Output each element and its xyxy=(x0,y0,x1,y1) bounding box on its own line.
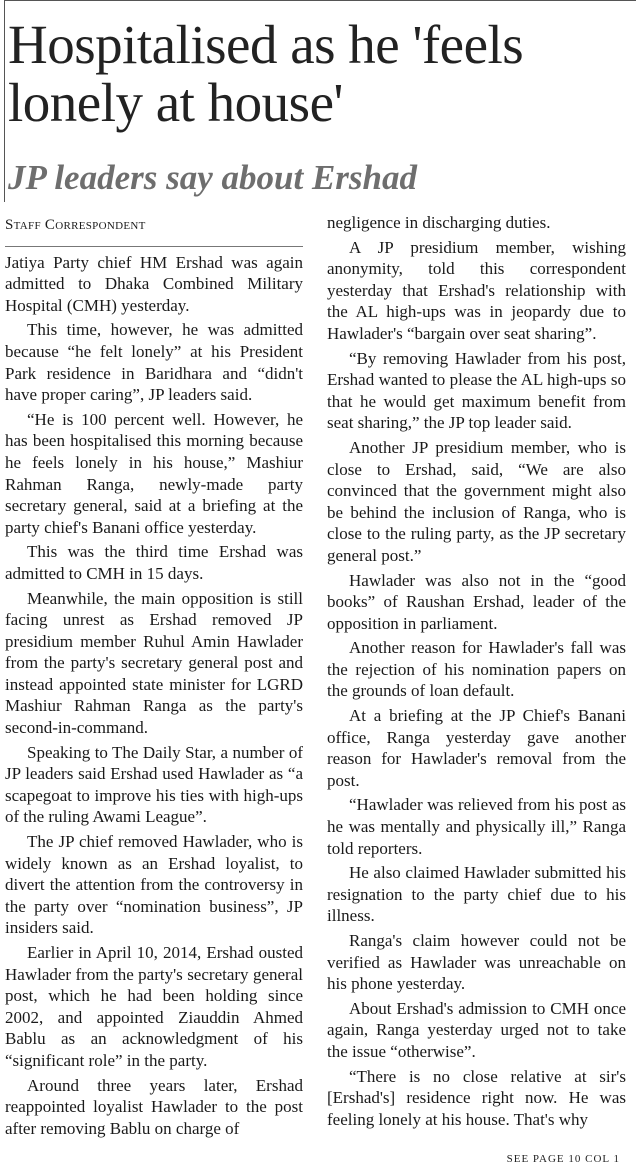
headline: Hospitalised as he 'feels lonely at house' xyxy=(8,14,524,133)
paragraph: “By removing Hawlader from his post, Ershad wanted to please the AL high-ups so that he would get maximum benefit from seat sharing,” the JP top leader said. xyxy=(327,348,626,433)
paragraph: “Hawlader was relieved from his post as he was mentally and physically ill,” Ranga told reporters. xyxy=(327,795,626,858)
article-column-left xyxy=(5,212,303,1165)
paragraph: “He is 100 percent well. However, he has been hospitalised this morning because he feels lonely in his house,” Mashiur Rahman Ranga, newly-made party secretary general, said at a briefing at the party chief's Banani office yesterday. xyxy=(5,409,303,537)
paragraph: Earlier in April 10, 2014, Ershad ousted Hawlader from the party's secretary general post, which he had been holding since 2002, and appointed Ziauddin Ahmed Bablu as an acknowledgment of his “significant role” in the party. xyxy=(5,943,303,1070)
paragraph: Meanwhile, the main opposition is still facing unrest as Ershad removed JP presidium member Ruhul Amin Hawlader from the party's secretary general post and instead appointed state minister for LGRD Mashiur Rahman Ranga as the party's second-in-command. xyxy=(5,588,303,738)
paragraph: Jatiya Party chief HM Ershad was again admitted to Dhaka Combined Military Hospital (CMH) yesterday. xyxy=(5,252,303,315)
paragraph: About Ershad's admission to CMH once again, Ranga yesterday urged not to take the issue “otherwise”. xyxy=(327,998,626,1061)
byline-text: Staff Correspondent xyxy=(5,217,146,233)
paragraph: Speaking to The Daily Star, a number of JP leaders said Ershad used Hawlader as “a scapegoat to improve his ties with high-ups of the ruling Awami League”. xyxy=(5,742,303,827)
paragraph: At a briefing at the JP Chief's Banani office, Ranga yesterday gave another reason for Hawlader's removal from the post. xyxy=(327,706,626,790)
paragraph: He also claimed Hawlader submitted his resignation to the party chief due to his illness. xyxy=(327,863,626,926)
top-rule xyxy=(4,0,636,1)
paragraph: “There is no close relative at sir's [Ershad's] residence right now. He was feeling lonely at his house. That's why xyxy=(327,1066,626,1129)
paragraph: Around three years later, Ershad reappointed loyalist Hawlader to the post after removing Bablu on charge of xyxy=(5,1075,303,1138)
left-rule xyxy=(4,0,5,202)
paragraph: Another JP presidium member, who is close to Ershad, said, “We are also convinced that the government might also be behind the inclusion of Ranga, who is close to the ruling party, as the JP secretary general post.” xyxy=(327,437,626,565)
article-column-right xyxy=(327,212,626,1165)
paragraph: The JP chief removed Hawlader, who is widely known as an Ershad loyalist, to divert the attention from the controversy in the party over “nomination business”, JP insiders said. xyxy=(5,832,303,938)
byline-rule xyxy=(5,246,303,247)
paragraph: A JP presidium member, wishing anonymity, told this correspondent yesterday that Ershad's relationship with the AL high-ups was in jeopardy due to Hawlader's “bargain over seat sharing”. xyxy=(327,237,626,343)
byline xyxy=(5,215,303,237)
deck-subheadline: JP leaders say about Ershad xyxy=(8,158,418,197)
paragraph: This was the third time Ershad was admitted to CMH in 15 days. xyxy=(5,542,303,583)
paragraph: negligence in discharging duties. xyxy=(327,213,551,232)
jump-line: SEE PAGE 10 COL 1 xyxy=(503,1153,620,1165)
paragraph: This time, however, he was admitted because “he felt lonely” at his President Park residence in Baridhara and “didn't have proper caring”, JP leaders said. xyxy=(5,320,303,405)
paragraph: Hawlader was also not in the “good books” of Raushan Ershad, leader of the opposition in parliament. xyxy=(327,570,626,633)
paragraph: Another reason for Hawlader's fall was the rejection of his nomination papers on the grounds of loan default. xyxy=(327,638,626,701)
paragraph: Ranga's claim however could not be verified as Hawlader was unreachable on his phone yesterday. xyxy=(327,931,626,994)
